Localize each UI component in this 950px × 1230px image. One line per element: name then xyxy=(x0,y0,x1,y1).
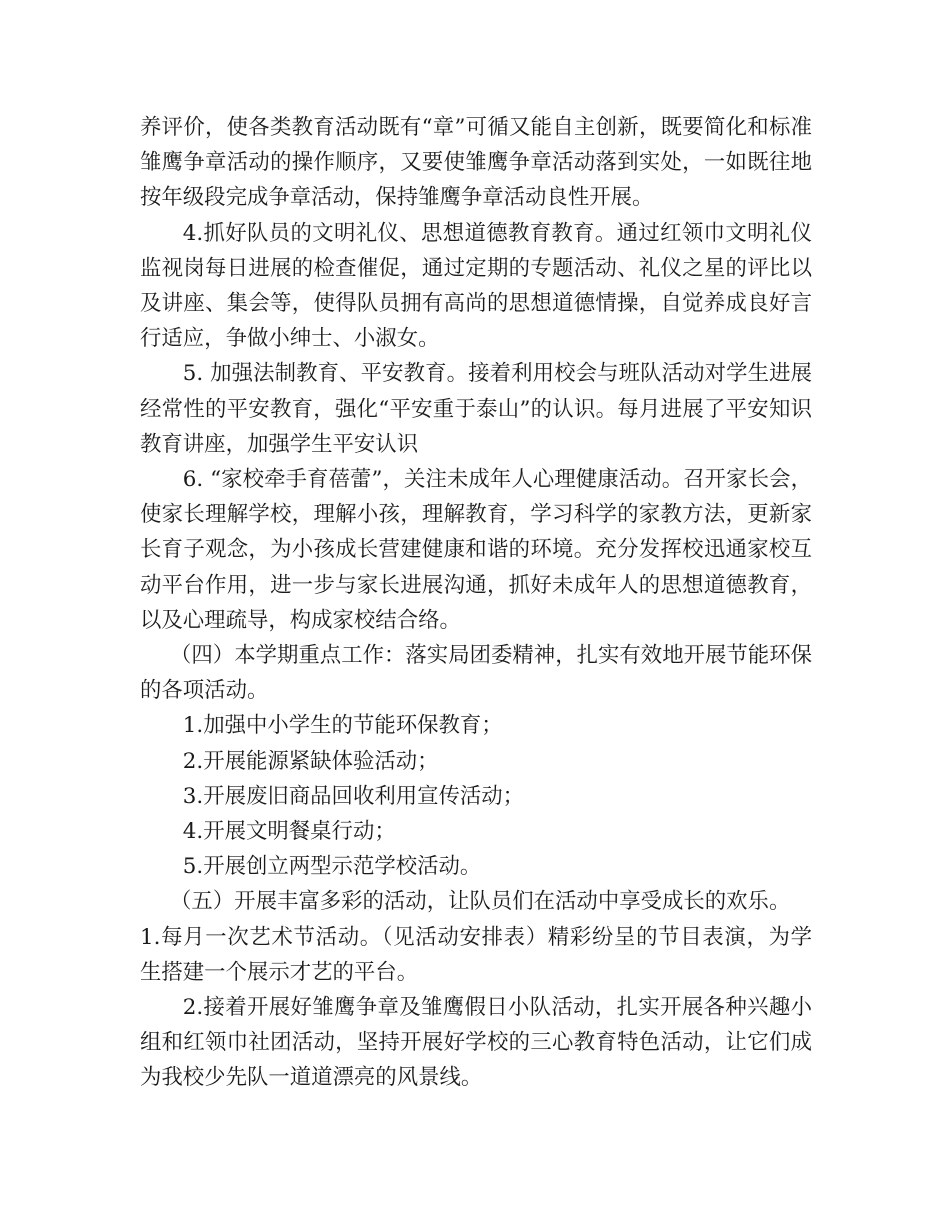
list-item: 4.开展文明餐桌行动； xyxy=(182,819,396,845)
section-heading-4: （四）本学期重点工作：落实局团委精神，扎实有效地开展节能环保的各项活动。 xyxy=(140,643,812,704)
paragraph-item-4: 4.抓好队员的文明礼仪、思想道德教育教育。通过红领巾文明礼仪监视岗每日进展的检查催促，通过定期的专题活动、礼仪之星的评比以及讲座、集会等，使得队员拥有高尚的思想道德情操，自觉养成良好言行适应，争做小绅士、小淑女。 xyxy=(140,220,812,352)
document-body xyxy=(140,110,812,1096)
paragraph-eagle-activities: 2.接着开展好雏鹰争章及雏鹰假日小队活动，扎实开展各种兴趣小组和红领巾社团活动，坚持开展好学校的三心教育特色活动，让它们成为我校少先队一道道漂亮的风景线。 xyxy=(140,995,812,1091)
section-heading-5: （五）开展丰富多彩的活动，让队员们在活动中享受成长的欢乐。 xyxy=(170,889,791,915)
paragraph-continuation: 养评价，使各类教育活动既有“章”可循又能自主创新，既要简化和标准雏鹰争章活动的操作顺序，又要使雏鹰争章活动落到实处，一如既往地按年级段完成争章活动，保持雏鹰争章活动良性开展。 xyxy=(140,115,812,211)
list-item: 2.开展能源紧缺体验活动； xyxy=(182,748,439,774)
list-item: 3.开展废旧商品回收利用宣传活动； xyxy=(182,783,525,809)
list-item: 1.加强中小学生的节能环保教育； xyxy=(182,713,503,739)
paragraph-item-5: 5. 加强法制教育、平安教育。接着利用校会与班队活动对学生进展经常性的平安教育，强化“平安重于泰山”的认识。每月进展了平安知识教育讲座，加强学生平安认识 xyxy=(140,361,812,457)
paragraph-art-festival: 1.每月一次艺术节活动。（见活动安排表）精彩纷呈的节目表演，为学生搭建一个展示才艺的平台。 xyxy=(140,924,812,985)
list-item: 5.开展创立两型示范学校活动。 xyxy=(182,854,482,880)
paragraph-item-6: 6. “家校牵手育蓓蕾”，关注未成年人心理健康活动。召开家长会，使家长理解学校，理解小孩，理解教育，学习科学的家教方法，更新家长育子观念，为小孩成长营建健康和谐的环境。充分发挥校迅通家校互动平台作用，进一步与家长进展沟通，抓好未成年人的思想道德教育，以及心理疏导，构成家校结合络。 xyxy=(140,467,812,633)
